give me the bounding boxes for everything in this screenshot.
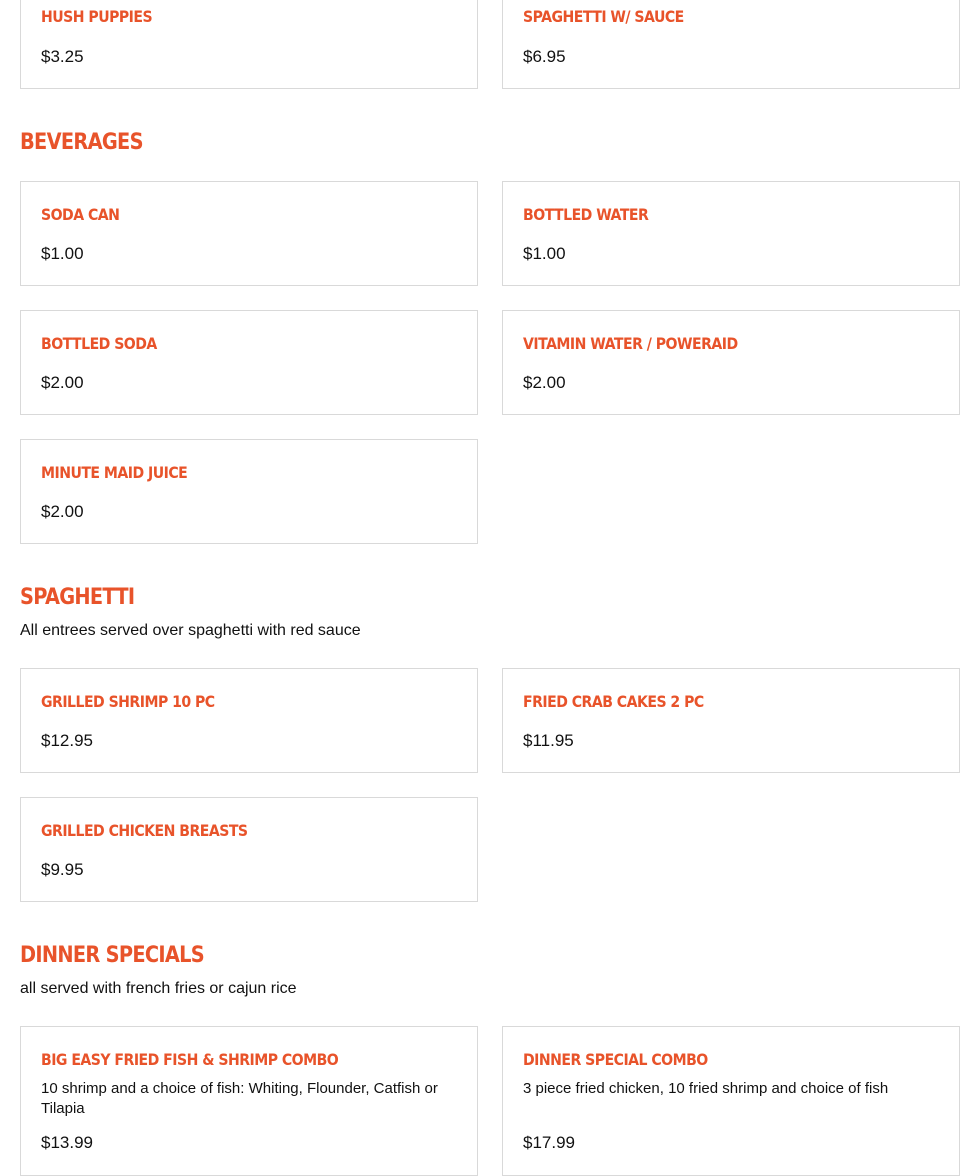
menu-item-name: DINNER SPECIAL COMBO (523, 1050, 708, 1069)
menu-item-price: $9.95 (41, 860, 84, 879)
menu-item-card[interactable] (20, 310, 478, 415)
menu-item-card[interactable] (502, 668, 960, 773)
section-description: All entrees served over spaghetti with red sauce (20, 622, 361, 639)
menu-item-name: BIG EASY FRIED FISH & SHRIMP COMBO (41, 1050, 339, 1069)
menu-item-price: $2.00 (41, 502, 84, 521)
menu-item-name: FRIED CRAB CAKES 2 PC (523, 692, 704, 711)
menu-item-price: $3.25 (41, 47, 84, 66)
menu-item-card[interactable] (20, 439, 478, 544)
menu-item-price: $17.99 (523, 1133, 575, 1152)
menu-item-price: $2.00 (523, 373, 566, 392)
menu-item-card[interactable] (502, 1026, 960, 1176)
menu-item-price: $11.95 (523, 731, 574, 750)
menu-item-name: GRILLED CHICKEN BREASTS (41, 821, 248, 840)
menu-item-name: MINUTE MAID JUICE (41, 463, 188, 482)
menu-item-name: VITAMIN WATER / POWERAID (523, 334, 738, 353)
menu-item-name: BOTTLED SODA (41, 334, 157, 353)
section-title-spaghetti: SPAGHETTI (20, 585, 135, 610)
menu-item-card[interactable] (20, 797, 478, 902)
menu-item-price: $2.00 (41, 373, 84, 392)
menu-item-card[interactable] (502, 0, 960, 89)
section-title-dinner-specials: DINNER SPECIALS (20, 943, 205, 968)
menu-item-name: BOTTLED WATER (523, 205, 649, 224)
menu-item-card[interactable] (20, 181, 478, 286)
menu-item-price: $6.95 (523, 47, 566, 66)
menu-item-description: 10 shrimp and a choice of fish: Whiting, Flounder, Catfish or Tilapia (41, 1080, 438, 1117)
menu-item-price: $12.95 (41, 731, 93, 750)
menu-item-name: SPAGHETTI W/ SAUCE (523, 7, 684, 26)
menu-item-card[interactable] (502, 310, 960, 415)
menu-item-card[interactable] (20, 0, 478, 89)
menu-item-description: 3 piece fried chicken, 10 fried shrimp and choice of fish (523, 1080, 889, 1097)
section-title-beverages: BEVERAGES (20, 130, 143, 155)
section-description: all served with french fries or cajun rice (20, 980, 297, 997)
menu-item-name: SODA CAN (41, 205, 120, 224)
menu-item-price: $1.00 (523, 244, 566, 263)
menu-item-price: $1.00 (41, 244, 84, 263)
menu-item-card[interactable] (502, 181, 960, 286)
menu-item-card[interactable] (20, 1026, 478, 1176)
menu-item-name: HUSH PUPPIES (41, 7, 153, 26)
menu-item-price: $13.99 (41, 1133, 93, 1152)
menu-item-card[interactable] (20, 668, 478, 773)
menu-item-name: GRILLED SHRIMP 10 PC (41, 692, 215, 711)
